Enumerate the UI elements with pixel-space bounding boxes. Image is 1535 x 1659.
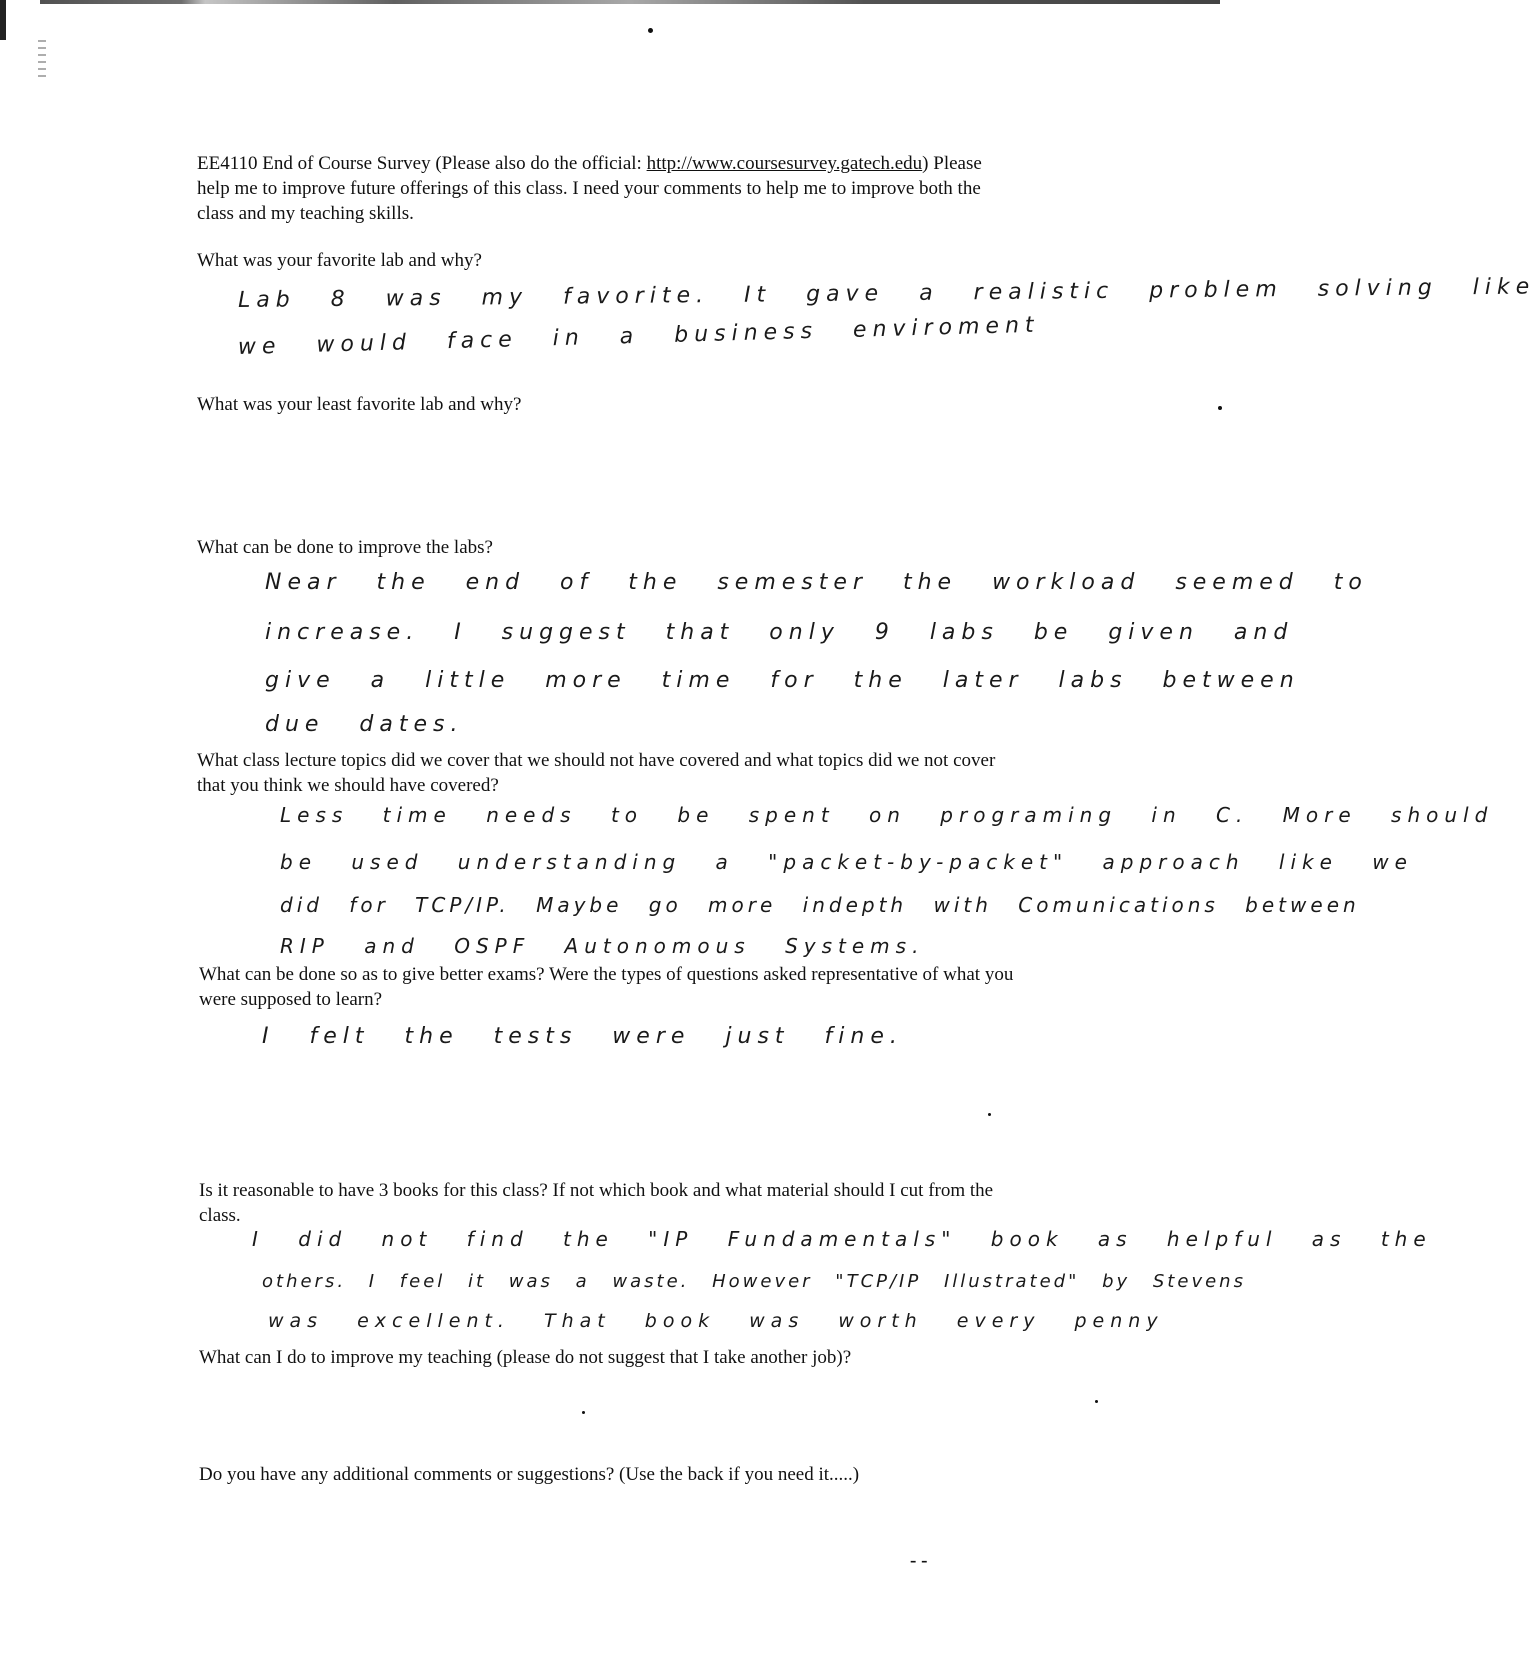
answer-favorite-lab-line2: we would face in a business enviroment [237, 312, 1040, 360]
answer-lecture-topics-line1: Less time needs to be spent on programing in C. More should [280, 803, 1494, 827]
question-three-books-line1: Is it reasonable to have 3 books for this class? If not which book and what material should I cut from the [199, 1180, 994, 1201]
footer-mark: - - [910, 1550, 928, 1571]
scan-speck [1095, 1400, 1098, 1403]
answer-lecture-topics-line3: did for TCP/IP. Maybe go more indepth with Comunications between [280, 893, 1360, 917]
question-lecture-topics-line2: that you think we should have covered? [197, 775, 499, 796]
question-three-books-line2: class. [199, 1205, 241, 1226]
title-text-end: ) Please [922, 153, 982, 174]
answer-improve-labs-line3: give a little more time for the later labs between [265, 668, 1300, 693]
answer-improve-labs-line4: due dates. [265, 712, 464, 737]
scan-speck [988, 1113, 991, 1116]
question-least-favorite-lab: What was your least favorite lab and why? [197, 394, 522, 415]
official-survey-link[interactable]: http://www.coursesurvey.gatech.edu [646, 153, 923, 174]
answer-lecture-topics-line2: be used understanding a "packet-by-packet" approach like we [280, 850, 1413, 874]
scan-speck [1218, 406, 1222, 410]
answer-improve-labs-line1: Near the end of the semester the workload seemed to [265, 570, 1368, 595]
question-lecture-topics-line1: What class lecture topics did we cover that we should not have covered and what topics did we not cover [197, 750, 996, 771]
survey-title-line1 [197, 151, 982, 176]
question-improve-teaching: What can I do to improve my teaching (please do not suggest that I take another job)? [199, 1347, 852, 1368]
answer-lecture-topics-line4: RIP and OSPF Autonomous Systems. [280, 934, 925, 958]
answer-three-books-line3: was excellent. That book was worth every penny [268, 1310, 1164, 1332]
question-better-exams-line1: What can be done so as to give better exams? Were the types of questions asked representative of what you [199, 964, 1014, 985]
answer-favorite-lab-line1: Lab 8 was my favorite. It gave a realistic problem solving like [237, 274, 1535, 313]
answer-improve-labs-line2: increase. I suggest that only 9 labs be given and [265, 620, 1294, 645]
survey-intro-line2: help me to improve future offerings of this class. I need your comments to help me to improve both the [197, 178, 981, 199]
answer-better-exams: I felt the tests were just fine. [262, 1024, 903, 1049]
question-favorite-lab: What was your favorite lab and why? [197, 250, 482, 271]
answer-three-books-line1: I did not find the "IP Fundamentals" book as helpful as the [252, 1227, 1432, 1251]
survey-intro-line3: class and my teaching skills. [197, 203, 414, 224]
title-text: EE4110 End of Course Survey (Please also do the official: [197, 153, 647, 174]
question-additional-comments: Do you have any additional comments or suggestions? (Use the back if you need it.....) [199, 1464, 860, 1485]
scan-speck [582, 1411, 585, 1414]
scan-edge-top [40, 0, 1220, 4]
scan-edge-marks [38, 40, 46, 80]
answer-three-books-line2: others. I feel it was a waste. However "TCP/IP Illustrated" by Stevens [262, 1271, 1246, 1292]
question-improve-labs: What can be done to improve the labs? [197, 537, 493, 558]
scan-edge-left [0, 0, 6, 40]
scan-speck [648, 28, 653, 33]
question-better-exams-line2: were supposed to learn? [199, 989, 383, 1010]
